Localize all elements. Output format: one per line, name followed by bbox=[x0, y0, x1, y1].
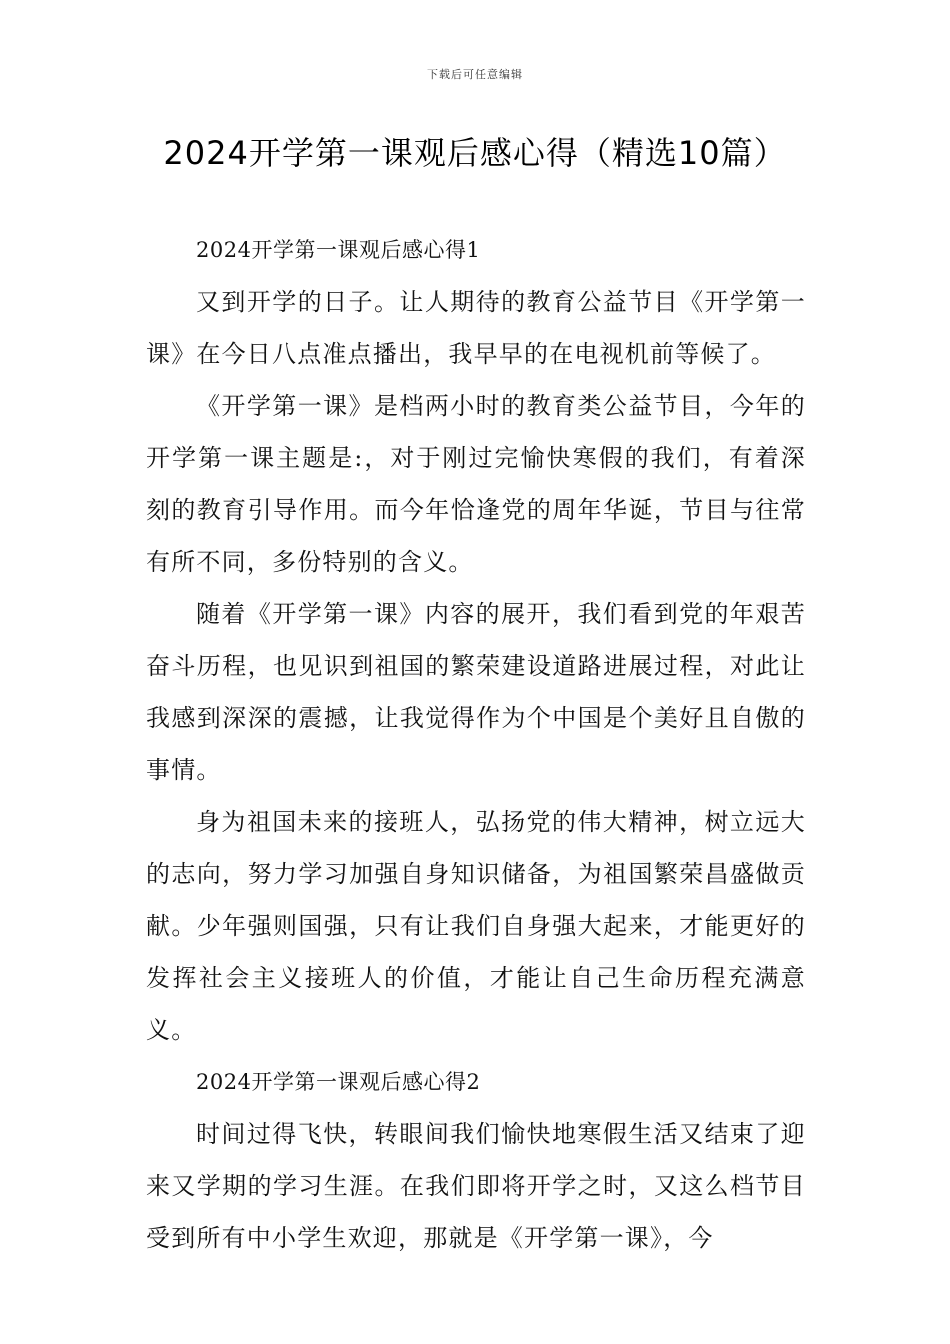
paragraph: 又到开学的日子。让人期待的教育公益节目《开学第一课》在今日八点准点播出，我早早的在电视机前等候了。 bbox=[146, 288, 806, 368]
section-heading-1: 2024开学第一课观后感心得1 bbox=[196, 238, 481, 262]
paragraph: 时间过得飞快，转眼间我们愉快地寒假生活又结束了迎来又学期的学习生涯。在我们即将开学之时，又这么档节目受到所有中小学生欢迎，那就是《开学第一课》，今 bbox=[146, 1120, 806, 1252]
section-heading-2: 2024开学第一课观后感心得2 bbox=[196, 1070, 481, 1094]
header-note: 下载后可任意编辑 bbox=[427, 68, 523, 81]
paragraph: 《开学第一课》是档两小时的教育类公益节目，今年的开学第一课主题是:，对于刚过完愉快寒假的我们，有着深刻的教育引导作用。而今年恰逢党的周年华诞，节目与往常有所不同，多份特别的含义。 bbox=[146, 392, 806, 576]
paragraph: 身为祖国未来的接班人，弘扬党的伟大精神，树立远大的志向，努力学习加强自身知识储备，为祖国繁荣昌盛做贡献。少年强则国强，只有让我们自身强大起来，才能更好的发挥社会主义接班人的价值，才能让自己生命历程充满意义。 bbox=[146, 808, 806, 1044]
document-body bbox=[146, 224, 806, 1264]
paragraph: 随着《开学第一课》内容的展开，我们看到党的年艰苦奋斗历程，也见识到祖国的繁荣建设道路进展过程，对此让我感到深深的震撼，让我觉得作为个中国是个美好且自傲的事情。 bbox=[146, 600, 806, 784]
document-title: 2024开学第一课观后感心得（精选10篇） bbox=[163, 134, 787, 172]
